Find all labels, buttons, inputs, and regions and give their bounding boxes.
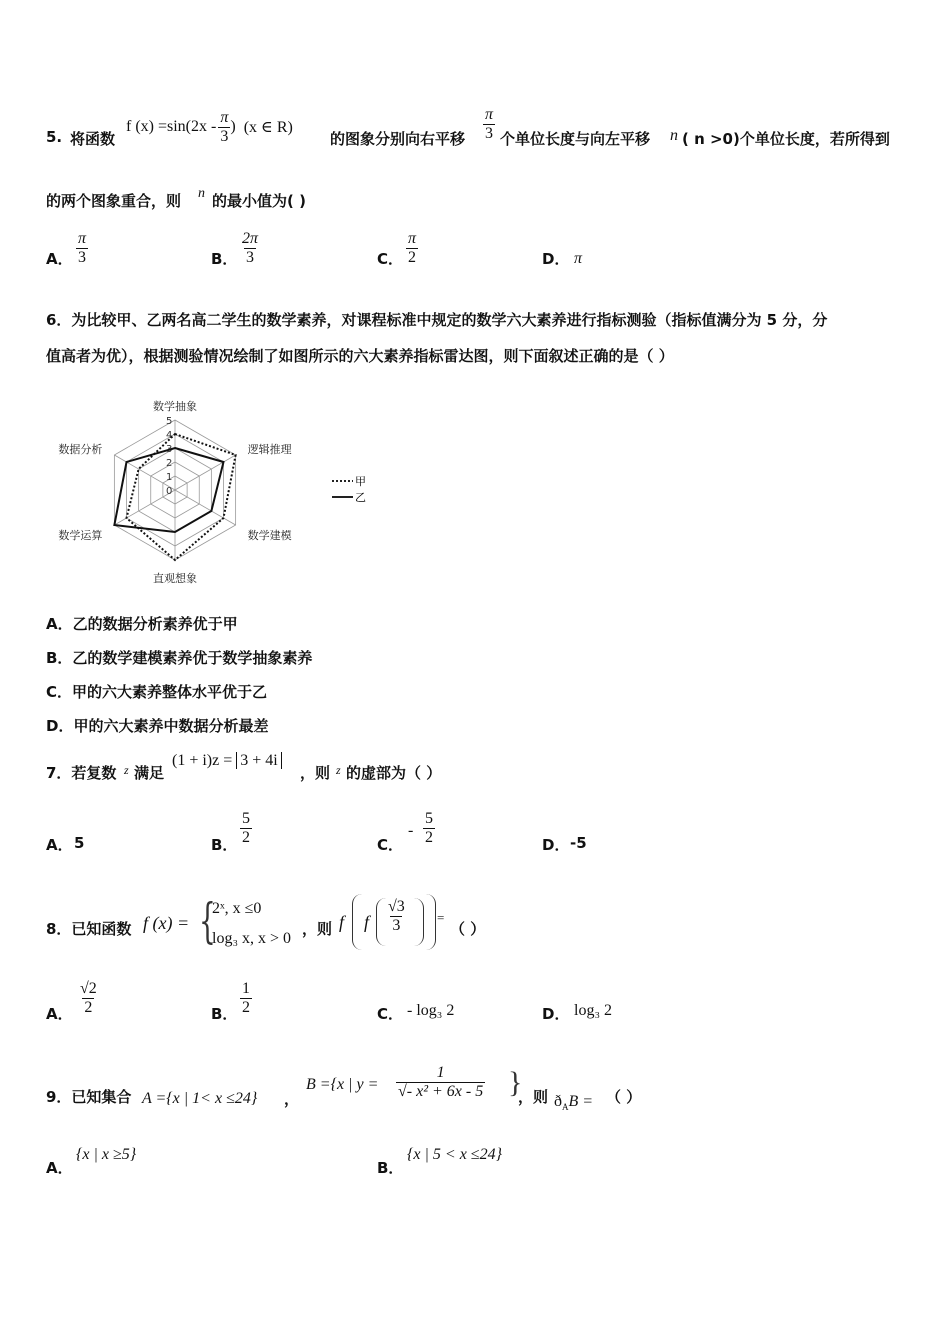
q9-comp-symbol: ð bbox=[554, 1093, 562, 1110]
q5-n: n bbox=[670, 127, 678, 144]
q8-then: ，则 bbox=[302, 920, 333, 938]
q7-option-c-sign[interactable]: - bbox=[408, 822, 414, 839]
q7-option-c[interactable] bbox=[423, 810, 435, 847]
q9-paren: （ ） bbox=[606, 1088, 642, 1106]
q5-option-c[interactable] bbox=[406, 230, 418, 267]
q7-c-num: 5 bbox=[425, 810, 433, 827]
q9-set-a: A ={x | 1< x ≤24} bbox=[142, 1090, 258, 1107]
q8-f2: f bbox=[364, 912, 370, 932]
q7-option-c-letter[interactable]: C． bbox=[377, 836, 404, 854]
q9-comp-tail: B = bbox=[568, 1093, 594, 1110]
q7-eq: (1 + i)z = bbox=[172, 752, 233, 769]
q7-option-b-letter[interactable]: B． bbox=[211, 836, 238, 854]
q8-den: 3 bbox=[392, 917, 401, 934]
q7-option-a-letter[interactable]: A． bbox=[46, 836, 73, 854]
q8-rad: √3 bbox=[388, 898, 405, 915]
q9-option-b-letter[interactable]: B． bbox=[377, 1159, 404, 1177]
q5-line2b: 的最小值为( ) bbox=[212, 192, 306, 210]
q5-line2a: 的两个图象重合，则 bbox=[46, 192, 182, 210]
q7-b-den: 2 bbox=[242, 829, 250, 846]
q9-comma: ， bbox=[284, 1090, 300, 1108]
q5-shift-num: π bbox=[485, 106, 494, 123]
q7-tail: 的虚部为（ ） bbox=[346, 764, 442, 782]
q5-func-text: f (x) =sin(2x - bbox=[126, 118, 217, 135]
q5-option-d[interactable]: π bbox=[574, 250, 583, 267]
q9-set-b-lhs: B ={x | y = bbox=[306, 1076, 379, 1093]
q8-f1: f bbox=[339, 912, 345, 932]
q8-b-den: 2 bbox=[242, 999, 250, 1016]
q7-abs: 3 + 4i bbox=[236, 752, 281, 769]
radar-tick-label: 3 bbox=[166, 444, 173, 455]
legend-jia-label: 甲 bbox=[355, 475, 366, 488]
q9-set-b-fraction bbox=[396, 1064, 485, 1101]
q5-b-den: 3 bbox=[246, 249, 254, 266]
q8-option-d[interactable]: log₃ 2 bbox=[574, 1002, 613, 1019]
q8-brace: { bbox=[199, 893, 216, 949]
radar-axis-line bbox=[175, 455, 236, 490]
q7-c-den: 2 bbox=[425, 829, 433, 846]
q5-option-b[interactable] bbox=[240, 230, 260, 267]
q7-b-num: 5 bbox=[242, 810, 250, 827]
q5-prefix: 将函数 bbox=[70, 130, 116, 148]
q5-condition: ( n >0)个单位长度，若所得到 bbox=[682, 130, 890, 148]
q6-option-d[interactable]: D．甲的六大素养中数据分析最差 bbox=[46, 717, 269, 735]
q5-c-den: 2 bbox=[408, 249, 416, 266]
q5-close-paren: ) bbox=[230, 118, 236, 135]
q6-option-c[interactable]: C．甲的六大素养整体水平优于乙 bbox=[46, 683, 268, 701]
q8-a-den: 2 bbox=[84, 999, 93, 1016]
q8-option-b-letter[interactable]: B． bbox=[211, 1005, 238, 1023]
q8-case2: log₃ x, x > 0 bbox=[212, 930, 292, 947]
q7-number: 7．若复数 bbox=[46, 764, 117, 782]
q8-eq: = bbox=[437, 910, 445, 925]
q7-option-d[interactable]: -5 bbox=[570, 834, 587, 852]
radar-tick-label: 2 bbox=[166, 458, 173, 469]
q5-option-b-letter[interactable]: B． bbox=[211, 250, 238, 268]
radar-axis-label: 数学建模 bbox=[247, 529, 292, 542]
q5-c-num: π bbox=[408, 230, 417, 247]
q9-option-a-letter[interactable]: A． bbox=[46, 1159, 73, 1177]
q9-option-a[interactable]: {x | x ≥5} bbox=[76, 1146, 137, 1163]
q6-line2: 值高者为优），根据测验情况绘制了如图所示的六大素养指标雷达图，则下面叙述正确的是（ ） bbox=[46, 347, 674, 365]
radar-chart bbox=[40, 380, 380, 595]
q6-option-a[interactable]: A．乙的数据分析素养优于甲 bbox=[46, 615, 238, 633]
q7-then: ，则 bbox=[300, 764, 331, 782]
q8-option-d-letter[interactable]: D． bbox=[542, 1005, 570, 1023]
q5-pi: π bbox=[220, 108, 229, 126]
q5-shift-den: 3 bbox=[485, 125, 493, 142]
radar-axis-label: 直观想象 bbox=[153, 572, 197, 585]
q7-option-b[interactable] bbox=[240, 810, 252, 847]
q5-option-c-letter[interactable]: C． bbox=[377, 250, 404, 268]
q8-fx: f (x) = bbox=[143, 913, 190, 933]
q5-three: 3 bbox=[220, 127, 229, 145]
q5-n2: n bbox=[198, 186, 205, 201]
q9-comp-sub: A bbox=[562, 1102, 569, 1113]
radar-tick-label: 1 bbox=[166, 472, 173, 483]
q5-option-d-letter[interactable]: D． bbox=[542, 250, 570, 268]
q7-option-d-letter[interactable]: D． bbox=[542, 836, 570, 854]
q7-equation bbox=[172, 752, 282, 770]
q5-shift-fraction bbox=[483, 106, 495, 143]
q5-mid: 的图象分别向右平移 bbox=[330, 130, 466, 148]
radar-axis-label: 数学运算 bbox=[58, 529, 103, 542]
radar-tick-label: 0 bbox=[166, 486, 173, 497]
q8-case1: 2ˣ, x ≤0 bbox=[212, 900, 262, 917]
legend bbox=[332, 475, 366, 504]
q5-number: 5. bbox=[46, 128, 63, 146]
q8-b-num: 1 bbox=[242, 980, 250, 997]
q8-option-a[interactable] bbox=[78, 980, 99, 1017]
q5-a-den: 3 bbox=[78, 249, 86, 266]
q5-option-a[interactable] bbox=[76, 230, 88, 267]
q9-then: ，则 bbox=[518, 1088, 549, 1106]
q7-z2: z bbox=[336, 763, 341, 777]
q9-option-b[interactable]: {x | 5 < x ≤24} bbox=[407, 1146, 502, 1163]
q5-domain: (x ∈ R) bbox=[243, 119, 293, 136]
q5-pi-over-3 bbox=[218, 109, 230, 146]
q5-function bbox=[126, 104, 293, 150]
q8-option-b[interactable] bbox=[240, 980, 252, 1017]
q8-option-a-letter[interactable]: A． bbox=[46, 1005, 73, 1023]
radar-tick-label: 5 bbox=[166, 416, 173, 427]
q8-number: 8．已知函数 bbox=[46, 920, 132, 938]
q8-a-num: √2 bbox=[80, 980, 97, 997]
q6-line1: 6．为比较甲、乙两名高二学生的数学素养，对课程标准中规定的数学六大素养进行指标测验（指标值满分为 5 分，分 bbox=[46, 311, 828, 329]
radar-axis-label: 数据分析 bbox=[58, 443, 103, 456]
q9-number: 9．已知集合 bbox=[46, 1088, 132, 1106]
q5-a-num: π bbox=[78, 230, 87, 247]
q7-z: z bbox=[124, 763, 129, 777]
q7-cond: 满足 bbox=[134, 764, 165, 782]
q5-mid2: 个单位长度与向左平移 bbox=[500, 130, 651, 148]
q6-option-b[interactable]: B．乙的数学建模素养优于数学抽象素养 bbox=[46, 649, 313, 667]
q9-b-den: √- x² + 6x - 5 bbox=[398, 1083, 484, 1100]
q7-option-a[interactable]: 5 bbox=[74, 834, 85, 852]
q9-b-num: 1 bbox=[436, 1064, 445, 1081]
q8-fraction bbox=[386, 898, 407, 935]
radar-axis-label: 逻辑推理 bbox=[247, 443, 292, 456]
radar-tick-label: 4 bbox=[166, 430, 173, 441]
q8-paren: （ ） bbox=[450, 920, 486, 938]
legend-yi-label: 乙 bbox=[355, 491, 366, 504]
radar-axis-label: 数学抽象 bbox=[153, 400, 197, 413]
q5-option-a-letter[interactable]: A． bbox=[46, 250, 73, 268]
q5-b-num: 2π bbox=[242, 230, 259, 247]
q9-complement bbox=[554, 1093, 593, 1112]
q8-option-c-letter[interactable]: C． bbox=[377, 1005, 404, 1023]
q9-set-b-close: } bbox=[508, 1066, 523, 1099]
q8-option-c[interactable]: - log₃ 2 bbox=[407, 1002, 455, 1019]
